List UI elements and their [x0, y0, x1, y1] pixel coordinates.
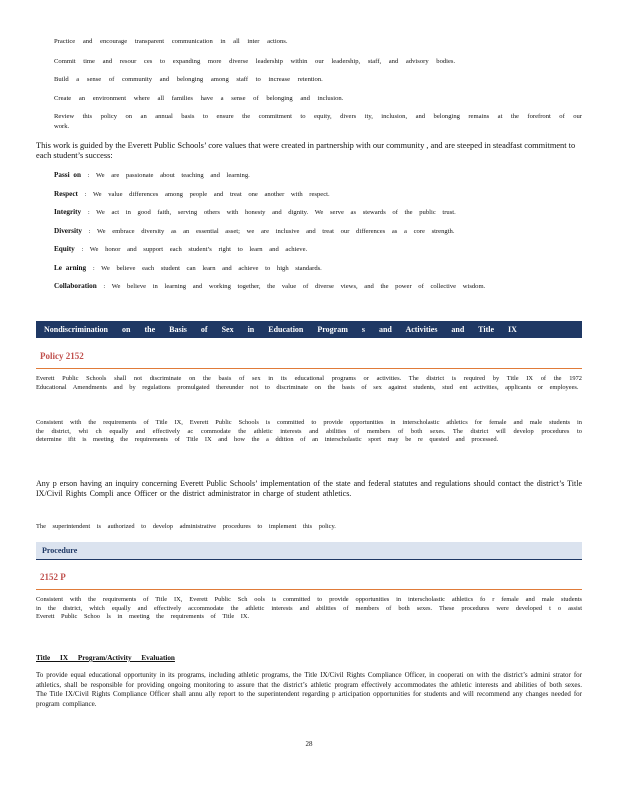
bullet-text: Build a sense of community and belonging among staff to increase retention.	[54, 76, 323, 83]
core-value-item	[36, 207, 582, 218]
policy-paragraph: Everett Public Schools shall not discriminate on the basis of sex in its educational programs or activities. The district is required by Title IX of the 1972 Educational Amendments and by regulations promulgated thereunder not to discriminate on the basis of sex against students, stud ent activities, applicants or employees.	[36, 375, 582, 391]
core-value-item	[36, 226, 582, 237]
core-value-text: : We act in good faith, serving others with honesty and dignity. We serve as stewards of the public trust.	[87, 209, 456, 216]
policy-label: Policy 2152	[40, 351, 84, 361]
bullet-item	[36, 94, 582, 104]
section-subheading: Title IX Program/Activity Evaluation	[36, 654, 175, 662]
core-value-name: Integrity	[54, 208, 82, 216]
core-value-name: Le arning	[54, 264, 87, 272]
core-value-text: : We believe in learning and working together, the value of diverse views, and the power of collective wisdom.	[103, 283, 486, 290]
core-value-name: Respect	[54, 190, 78, 198]
core-value-text: : We honor and support each student’s right to learn and achieve.	[81, 246, 308, 253]
bullet-item	[36, 75, 582, 85]
section-title: Nondiscrimination on the Basis of Sex in Education Program s and Activities and Title IX	[44, 325, 517, 334]
core-value-item	[36, 189, 582, 200]
divider	[36, 368, 582, 369]
bullet-item	[36, 57, 582, 67]
policy-paragraph: The superintendent is authorized to develop administrative procedures to implement this policy.	[36, 523, 336, 530]
bullet-text: Create an environment where all families have a sense of belonging and inclusion.	[54, 95, 344, 102]
procedure-paragraph: To provide equal educational opportunity in its programs, including athletic programs, the Title IX/Civil Rights Compliance Officer, in cooperati on with the district’s admini strator for athletics, shall be responsible for providing ongoing monitoring to assure that the district’s athletic program effectively accommodates the athletic interests and abilities of both sexes. The Title IX/Civil Rights Compliance Officer shall annu ally report to the superintendent regarding p articipation opportunities for students and will recommend any changes needed for program compliance.	[36, 671, 582, 708]
core-value-name: Equity	[54, 245, 75, 253]
core-value-name: Diversity	[54, 227, 82, 235]
bullet-item	[36, 112, 582, 132]
core-value-text: : We value differences among people and treat one another with respect.	[84, 191, 330, 198]
core-value-item	[36, 244, 582, 255]
core-value-text: : We believe each student can learn and achieve to high standards.	[92, 265, 322, 272]
core-value-name: Passi on	[54, 171, 81, 179]
policy-paragraph: Any p erson having an inquiry concerning Everett Public Schools’ implementation of the state and federal statutes and regulations should contact the district’s Title IX/Civil Rights Compli ance Officer or the district administrator in charge of student athletics.	[36, 479, 582, 498]
core-value-text: : We are passionate about teaching and learning.	[87, 172, 250, 179]
divider	[36, 589, 582, 590]
bullet-text: Practice and encourage transparent communication in all inter actions.	[54, 38, 288, 45]
bullet-text: Commit time and resour ces to expanding more diverse leadership within our leadership, staff, and advisory bodies.	[54, 58, 456, 65]
bullet-item	[36, 37, 582, 47]
section-banner	[36, 321, 582, 338]
core-value-name: Collaboration	[54, 282, 97, 290]
core-value-item	[36, 281, 582, 292]
page-number: 28	[305, 740, 313, 748]
procedure-title: Procedure	[42, 546, 78, 555]
procedure-paragraph: Consistent with the requirements of Title IX, Everett Public Sch ools is committed to provide opportunities in interscholastic athletics fo r female and male students in the district, which equally and effectively accommodate the athletic interests and abilities of members of both sexes. These procedures were developed t o assist Everett Public Schoo ls in meeting the requirements of Title IX.	[36, 596, 582, 620]
policy-paragraph: Consistent with the requirements of Title IX, Everett Public Schools is committed to provide opportunities in interscholastic athletics for female and male students in the district, whi ch equally and effectively ac commodate the athletic interests and abilities of members of both sexes. The district will develop procedures to determine ifit is meeting the requirements of Title IX and how the a ddition of an interscholastic sport may be re quested and processed.	[36, 419, 582, 443]
core-value-item	[36, 170, 582, 181]
core-value-text: : We embrace diversity as an essential asset; we are inclusive and treat our differences as a core strength.	[88, 228, 455, 235]
core-values-intro: This work is guided by the Everett Public Schools’ core values that were created in partnership with our community , and are steeped in steadfast commitment to each student’s success:	[36, 141, 576, 160]
core-value-item	[36, 263, 582, 274]
bullet-text: Review this policy on an annual basis to ensure the commitment to equity, divers ity, inclusion, and belonging remains at the forefront of our work.	[54, 113, 582, 130]
procedure-banner	[36, 542, 582, 560]
procedure-label: 2152 P	[40, 572, 66, 582]
